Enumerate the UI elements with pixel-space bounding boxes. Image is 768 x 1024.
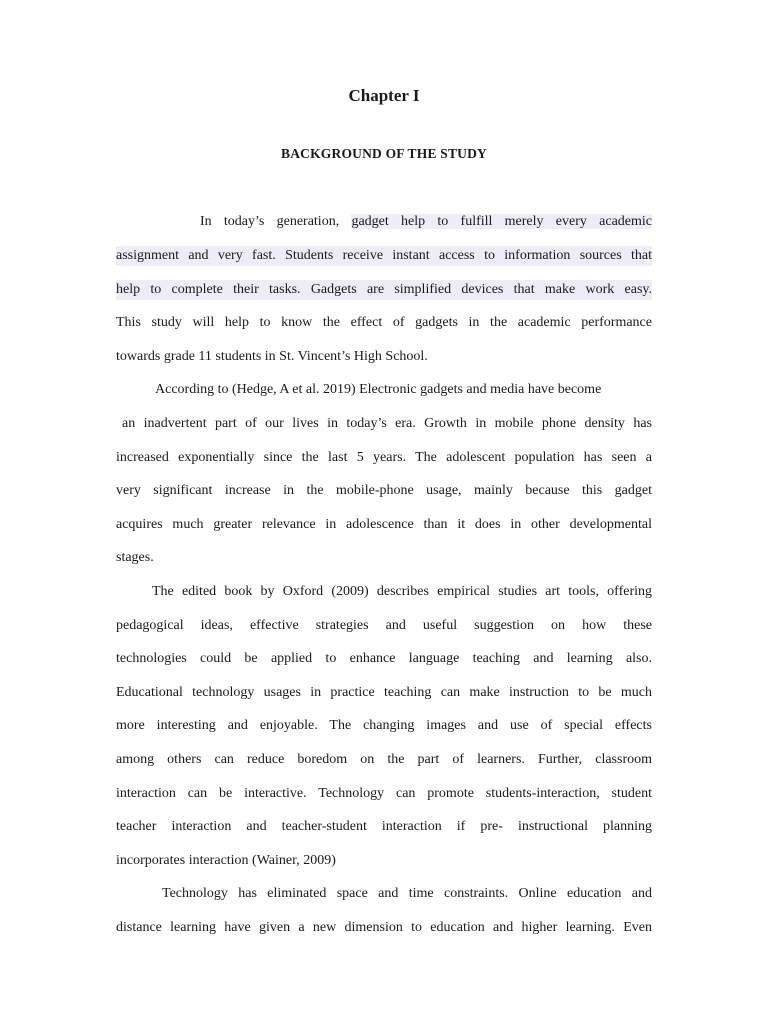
paragraph-3-line-7: interaction can be interactive. Technology can promote students-interaction, student [116,786,652,801]
paragraph-3-line-1: The edited book by Oxford (2009) describes empirical studies art tools, offering [152,584,652,599]
paragraph-2-line-5: acquires much greater relevance in adolescence than it does in other developmental [116,517,652,532]
paragraph-2-line-1: According to (Hedge, A et al. 2019) Electronic gadgets and media have become [155,382,602,397]
paragraph-1-line-4: This study will help to know the effect of gadgets in the academic performance [116,315,652,330]
paragraph-4-line-1: Technology has eliminated space and time constraints. Online education and [162,886,652,901]
paragraph-3-line-4: Educational technology usages in practice teaching can make instruction to be much [116,685,652,700]
paragraph-2-line-2: an inadvertent part of our lives in today’s era. Growth in mobile phone density has [122,416,652,431]
paragraph-4-line-2: distance learning have given a new dimension to education and higher learning. Even [116,920,652,935]
paragraph-2-line-3: increased exponentially since the last 5 years. The adolescent population has seen a [116,450,652,465]
paragraph-3-line-2: pedagogical ideas, effective strategies and useful suggestion on how these [116,618,652,633]
paragraph-2-line-6: stages. [116,550,154,565]
paragraph-3-line-8: teacher interaction and teacher-student interaction if pre- instructional planning [116,819,652,834]
paragraph-1-line-3: help to complete their tasks. Gadgets are simplified devices that make work easy. [116,280,652,300]
section-heading: BACKGROUND OF THE STUDY [281,146,487,161]
paragraph-2-line-4: very significant increase in the mobile-phone usage, mainly because this gadget [116,483,652,498]
paragraph-1-line-2: assignment and very fast. Students receive instant access to information sources that [116,246,652,266]
chapter-title: Chapter I [348,86,420,105]
highlighted-text: gadget help to fulfill merely every academic [351,214,652,229]
paragraph-3-line-6: among others can reduce boredom on the part of learners. Further, classroom [116,752,652,767]
paragraph-1-line-1-lead: In today’s generation, [200,214,352,229]
paragraph-3-line-9: incorporates interaction (Wainer, 2009) [116,853,336,868]
paragraph-3-line-3: technologies could be applied to enhance language teaching and learning also. [116,651,652,666]
paragraph-1-line-5: towards grade 11 students in St. Vincent’s High School. [116,349,428,364]
paragraph-3-line-5: more interesting and enjoyable. The changing images and use of special effects [116,718,652,733]
paragraph-1-line-1 [200,212,652,232]
